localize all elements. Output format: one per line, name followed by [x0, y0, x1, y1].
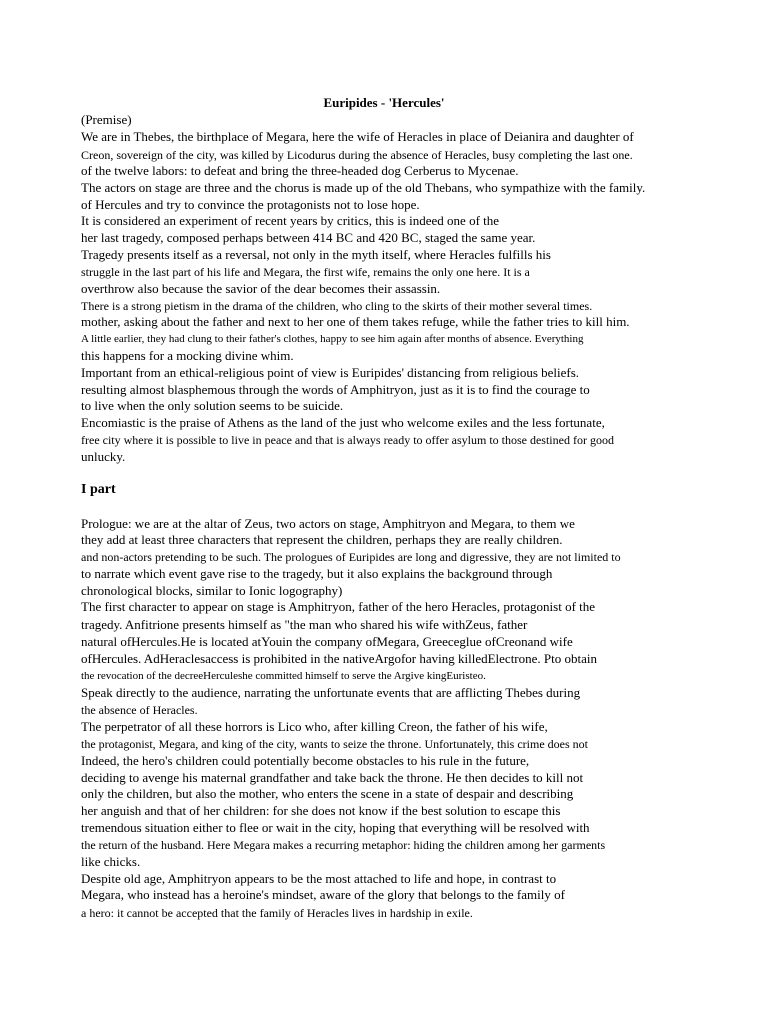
section-heading: I part: [81, 482, 116, 497]
text-line: deciding to avenge his maternal grandfather and take back the throne. He then decides to kill not: [81, 770, 584, 785]
text-line: ofHercules. AdHeraclesaccess is prohibited in the nativeArgofor having killedElectrone. Pto obtain: [81, 651, 597, 666]
text-line: unlucky.: [81, 449, 126, 464]
text-line: Megara, who instead has a heroine's mindset, aware of the glory that belongs to the family of: [81, 887, 565, 902]
text-line: We are in Thebes, the birthplace of Megara, here the wife of Heracles in place of Deianira and daughter of: [81, 129, 634, 144]
text-line: The first character to appear on stage is Amphitryon, father of the hero Heracles, protagonist of the: [81, 599, 596, 614]
text-line: overthrow also because the savior of the dear becomes their assassin.: [81, 281, 441, 296]
text-line: the return of the husband. Here Megara makes a recurring metaphor: hiding the children among her garments: [81, 838, 606, 852]
text-line: mother, asking about the father and next to her one of them takes refuge, while the father tries to kill him.: [81, 314, 630, 329]
text-line: struggle in the last part of his life and Megara, the first wife, remains the only one here. It is a: [81, 265, 530, 279]
text-line: Creon, sovereign of the city, was killed by Licodurus during the absence of Heracles, busy completing the last one.: [81, 148, 633, 162]
text-line: only the children, but also the mother, who enters the scene in a state of despair and describing: [81, 786, 574, 801]
text-line: Tragedy presents itself as a reversal, not only in the myth itself, where Heracles fulfills his: [81, 247, 551, 262]
document-title: Euripides - 'Hercules': [323, 95, 445, 110]
text-line: Indeed, the hero's children could potentially become obstacles to his rule in the future,: [81, 753, 530, 768]
text-line: Important from an ethical-religious point of view is Euripides' distancing from religious beliefs.: [81, 365, 580, 380]
text-line: tremendous situation either to flee or wait in the city, hoping that everything will be resolved with: [81, 820, 590, 835]
text-line: natural ofHercules.He is located atYouin the company ofMegara, Greeceglue ofCreonand wife: [81, 634, 573, 649]
text-line: The actors on stage are three and the chorus is made up of the old Thebans, who sympathize with the family.: [81, 180, 646, 195]
text-line: tragedy. Anfitrione presents himself as "the man who shared his wife withZeus, father: [81, 617, 528, 632]
text-line: It is considered an experiment of recent years by critics, this is indeed one of the: [81, 213, 500, 228]
text-line: chronological blocks, similar to Ionic logography): [81, 583, 343, 598]
text-line: like chicks.: [81, 854, 141, 869]
text-line: The perpetrator of all these horrors is Lico who, after killing Creon, the father of his wife,: [81, 719, 548, 734]
text-line: the revocation of the decreeHerculeshe committed himself to serve the Argive kingEuristeo.: [81, 670, 486, 682]
text-line: her anguish and that of her children: for she does not know if the best solution to escape this: [81, 803, 561, 818]
text-line: the absence of Heracles.: [81, 703, 198, 717]
text-line: they add at least three characters that represent the children, perhaps they are really children.: [81, 532, 563, 547]
text-line: (Premise): [81, 112, 132, 127]
text-line: her last tragedy, composed perhaps between 414 BC and 420 BC, staged the same year.: [81, 230, 536, 245]
text-line: Despite old age, Amphitryon appears to be the most attached to life and hope, in contrast to: [81, 871, 557, 886]
text-line: A little earlier, they had clung to their father's clothes, happy to see him again after months of absence. Everything: [81, 333, 584, 345]
text-line: There is a strong pietism in the drama of the children, who cling to the skirts of their mother several times.: [81, 299, 593, 313]
text-line: resulting almost blasphemous through the words of Amphitryon, just as it is to find the courage to: [81, 382, 590, 397]
text-line: to narrate which event gave rise to the tragedy, but it also explains the background through: [81, 566, 553, 581]
text-line: Encomiastic is the praise of Athens as the land of the just who welcome exiles and the less fortunate,: [81, 415, 605, 430]
text-line: the protagonist, Megara, and king of the city, wants to seize the throne. Unfortunately, this crime does not: [81, 737, 588, 751]
text-line: of Hercules and try to convince the protagonists not to lose hope.: [81, 197, 420, 212]
text-line: free city where it is possible to live in peace and that is always ready to offer asylum to those destined for good: [81, 433, 614, 447]
text-line: to live when the only solution seems to be suicide.: [81, 398, 344, 413]
text-line: Prologue: we are at the altar of Zeus, two actors on stage, Amphitryon and Megara, to them we: [81, 516, 575, 531]
text-line: a hero: it cannot be accepted that the family of Heracles lives in hardship in exile.: [81, 906, 473, 920]
text-line: of the twelve labors: to defeat and bring the three-headed dog Cerberus to Mycenae.: [81, 163, 519, 178]
text-line: and non-actors pretending to be such. The prologues of Euripides are long and digressive, they are not limited to: [81, 550, 621, 564]
text-line: Speak directly to the audience, narrating the unfortunate events that are afflicting Thebes during: [81, 685, 581, 700]
text-line: this happens for a mocking divine whim.: [81, 348, 294, 363]
